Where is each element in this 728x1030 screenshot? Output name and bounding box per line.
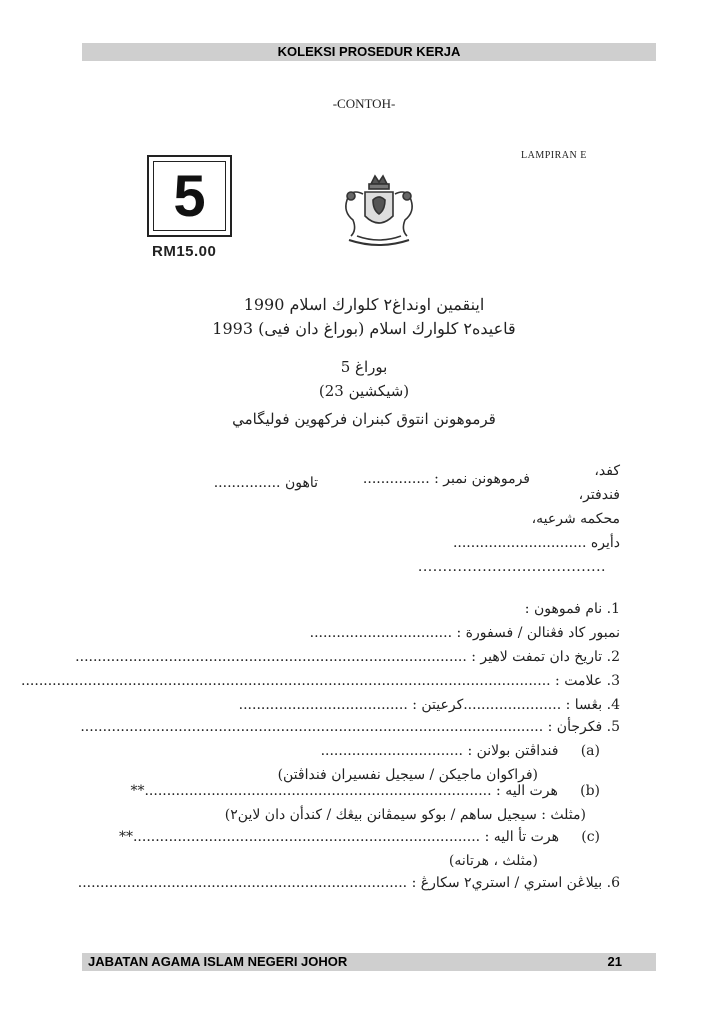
mahkamah-label: محكمه شرعيه، — [531, 511, 620, 527]
permohonan-field: فرموهونن نمبر : ............... — [362, 471, 530, 487]
item-6-label: بيلاڠن استري / استري٢ سكارڠ : — [411, 875, 603, 891]
item-ic-label: نمبور كاد فڠنالن / فسفورة : — [456, 625, 620, 641]
subitem-a — [321, 742, 600, 760]
title-line-1-text: اينقمين اونداغ٢ كلوارك اسلام — [289, 295, 485, 314]
subitem-b-label: هرت اليه : — [496, 783, 558, 799]
subitem-a-mark: (a) — [580, 743, 600, 759]
item-3-dots: ....................................................................................................................... — [21, 673, 551, 689]
header-title: KOLEKSI PROSEDUR KERJA — [277, 44, 461, 59]
item-ic — [310, 624, 620, 642]
footer-page-number: 21 — [607, 954, 622, 969]
title-line-1 — [0, 296, 728, 314]
item-5 — [80, 718, 620, 736]
item-3 — [21, 672, 620, 690]
subitem-b — [130, 782, 600, 800]
subitem-b-mark: (b) — [580, 783, 600, 799]
borang-number: بوراغ 5 — [340, 358, 388, 376]
footer-bar — [82, 953, 656, 971]
header-bar — [82, 43, 656, 61]
subitem-a-note: (فراكوان ماجيكن / سيجيل نفسيران فنداڤتن) — [277, 767, 538, 783]
tahun-field: تاهون ............... — [213, 475, 318, 491]
item-1-label: نام فموهون : — [524, 601, 603, 617]
item-4-num: 4. — [606, 697, 620, 713]
subitem-c-dots: ..............................................................................** — [118, 829, 481, 845]
item-4-dots: ...................................... — [238, 697, 408, 713]
stamp-price: RM15.00 — [152, 243, 217, 260]
item-3-num: 3. — [606, 673, 620, 689]
item-6-num: 6. — [606, 875, 620, 891]
title-line-1-year: 1990 — [243, 295, 285, 314]
item-ic-dots: ................................ — [309, 625, 453, 641]
title-line-2-text: قاعيده٢ كلوارك اسلام (بوراغ دان فيى) — [258, 319, 516, 338]
lampiran-label: LAMPIRAN E — [521, 150, 587, 161]
kepada-label: كفد، — [594, 463, 620, 479]
title-line-2 — [0, 320, 728, 338]
item-4 — [239, 696, 620, 714]
item-6 — [78, 874, 620, 892]
daerah-field: دأيره .............................. — [452, 535, 620, 551]
item-2-label: تاريخ دان تمفت لاهير : — [471, 649, 603, 665]
item-1-num: 1. — [606, 601, 620, 617]
form-heading: قرموهونن انتوق كبنران فركهوين فوليگامي — [232, 410, 496, 428]
coat-of-arms-icon — [333, 170, 425, 250]
pendaftar-label: فندفتر، — [578, 487, 620, 503]
item-5-label: فكرجأن : — [547, 719, 603, 735]
item-6-dots: .......................................................................... — [77, 875, 408, 891]
item-2-dots: ........................................................................................ — [75, 649, 467, 665]
item-2 — [75, 648, 620, 666]
item-5-num: 5. — [606, 719, 620, 735]
subitem-b-note: (مثلث : سيجيل ساهم / بوكو سيمڤانن بيڠك / كندأن دان لاين٢) — [224, 807, 586, 823]
item-3-label: علامت : — [555, 673, 603, 689]
subitem-c — [119, 828, 600, 846]
daerah-dots: ...................................... — [417, 559, 606, 575]
stamp-number: 5 — [153, 161, 226, 231]
contoh-label: -CONTOH- — [332, 96, 396, 111]
subitem-a-label: فنداڤتن بولانن : — [467, 743, 559, 759]
item-5-dots: ........................................................................................................ — [80, 719, 544, 735]
title-line-2-year: 1993 — [212, 319, 253, 338]
subitem-b-dots: ..............................................................................** — [130, 783, 492, 799]
subitem-a-dots: ................................ — [320, 743, 463, 759]
revenue-stamp — [147, 155, 232, 237]
footer-department: JABATAN AGAMA ISLAM NEGERI JOHOR — [88, 954, 348, 969]
subitem-c-label: هرت تأ اليه : — [484, 829, 559, 845]
item-2-num: 2. — [606, 649, 620, 665]
item-1 — [525, 600, 620, 618]
subitem-c-mark: (c) — [581, 829, 600, 845]
seksyen-number: (شيكشين 23) — [318, 382, 410, 400]
item-4-label: بڠسا : ......................كرعيتن : — [412, 697, 603, 713]
subitem-c-note: (مثلث ، هرتانه) — [448, 853, 538, 869]
